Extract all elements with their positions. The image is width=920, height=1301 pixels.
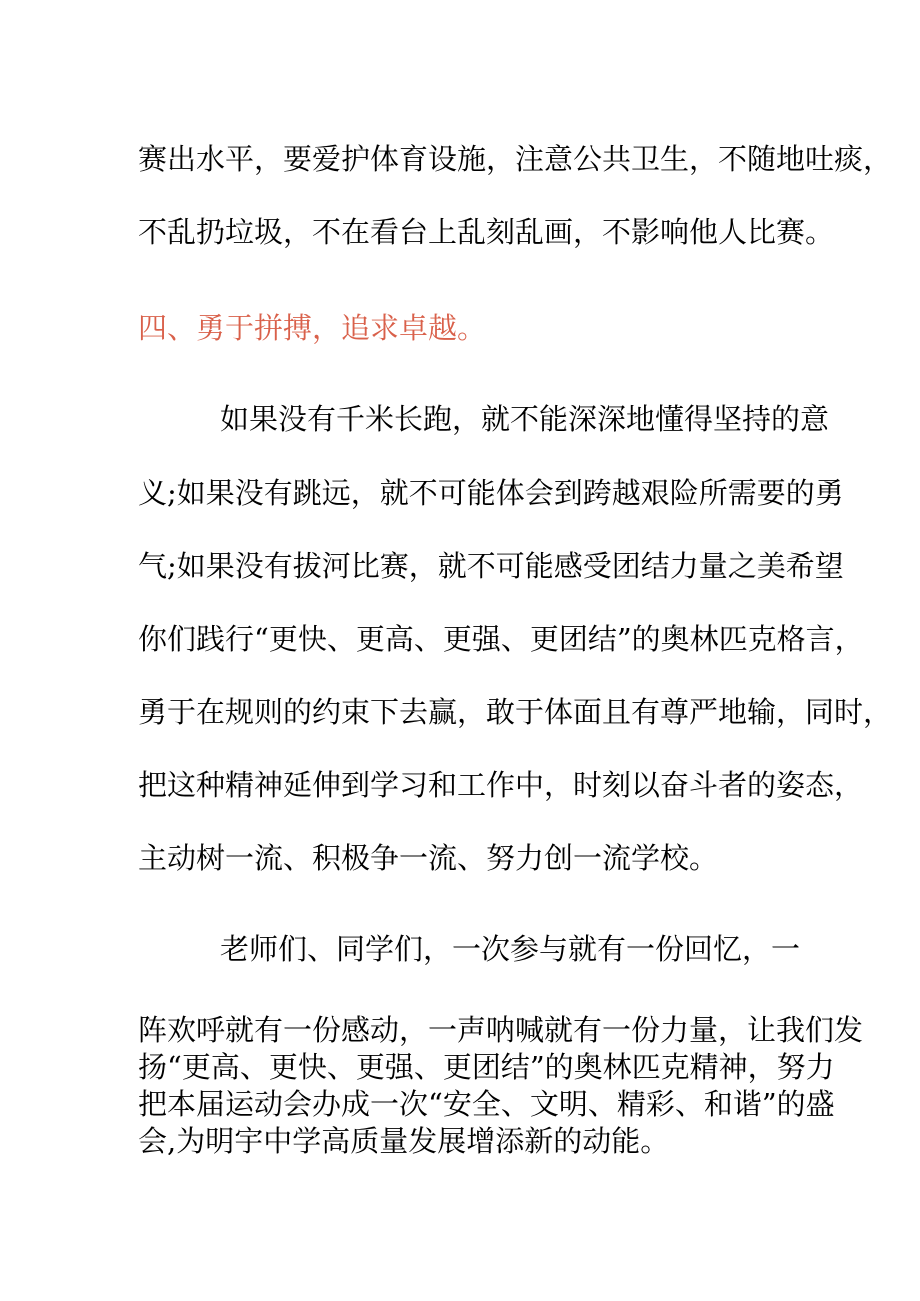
paragraph-line: 你们践行“更快、更高、更强、更团结”的奥林匹克格言， — [138, 622, 864, 656]
paragraph-line: 把这种精神延伸到学习和工作中，时刻以奋斗者的姿态， — [138, 768, 864, 802]
paragraph-line: 把本届运动会办成一次“安全、文明、精彩、和谐”的盛 — [138, 1087, 835, 1121]
paragraph-line: 不乱扔垃圾，不在看台上乱刻乱画，不影响他人比赛。 — [138, 215, 835, 249]
paragraph-line: 赛出水平，要爱护体育设施，注意公共卫生，不随地吐痰， — [138, 142, 893, 176]
paragraph-line: 勇于在规则的约束下去赢，敢于体面且有尊严地输，同时， — [138, 695, 893, 729]
paragraph-line: 阵欢呼就有一份感动，一声呐喊就有一份力量，让我们发 — [138, 1013, 864, 1047]
paragraph-line: 扬“更高、更快、更强、更团结”的奥林匹克精神，努力 — [138, 1050, 835, 1084]
paragraph-line: 老师们、同学们，一次参与就有一份回忆，一 — [220, 932, 801, 966]
paragraph-line: 如果没有千米长跑，就不能深深地懂得坚持的意 — [220, 402, 830, 436]
paragraph-line: 气;如果没有拔河比赛，就不可能感受团结力量之美希望 — [138, 549, 844, 583]
paragraph-line: 义;如果没有跳远，就不可能体会到跨越艰险所需要的勇 — [138, 476, 844, 510]
paragraph-line: 会,为明宇中学高质量发展增添新的动能。 — [138, 1124, 670, 1158]
paragraph-line: 主动树一流、积极争一流、努力创一流学校。 — [138, 841, 719, 875]
section-heading: 四、勇于拼搏，追求卓越。 — [138, 311, 487, 345]
